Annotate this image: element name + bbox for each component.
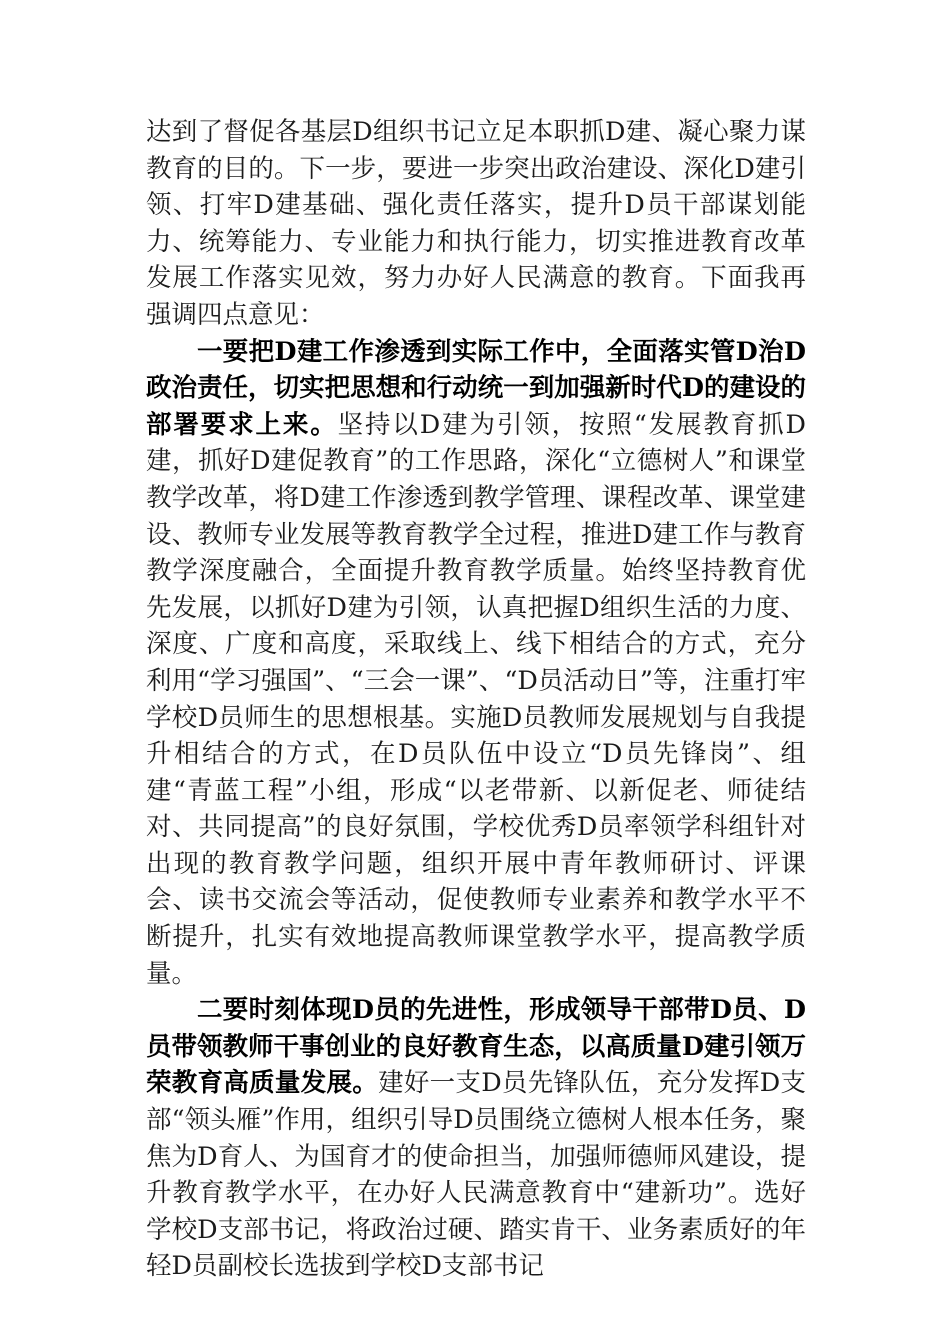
- document-page: [146, 114, 806, 1285]
- paragraph-1-body: 达到了督促各基层D组织书记立足本职抓D建、凝心聚力谋教育的目的。下一步，要进一步突出政治建设、深化D建引领、打牢D建基础、强化责任落实，提升D员干部谋划能力、统筹能力、专业能力和执行能力，切实推进教育改革发展工作落实见效，努力办好人民满意的教育。下面我再强调四点意见：: [146, 117, 806, 330]
- paragraph-1: [146, 114, 806, 334]
- paragraph-3: [146, 992, 806, 1285]
- paragraph-2-lead: 一要把D建工作渗透到实际工作中，全面落实管D治D政治责任，切实把思想和行动统一到加强新时代D的建设的部署要求上来。: [146, 336, 806, 440]
- paragraph-2: [146, 334, 806, 993]
- paragraph-2-body: 坚持以D建为引领，按照“发展教育抓D建，抓好D建促教育”的工作思路，深化“立德树人”和课堂教学改革，将D建工作渗透到教学管理、课程改革、课堂建设、教师专业发展等教育教学全过程，推进D建工作与教育教学深度融合，全面提升教育教学质量。始终坚持教育优先发展，以抓好D建为引领，认真把握D组织生活的力度、深度、广度和高度，采取线上、线下相结合的方式，充分利用“学习强国”、“三会一课”、“D员活动日”等，注重打牢学校D员师生的思想根基。实施D员教师发展规划与自我提升相结合的方式，在D员队伍中设立“D员先锋岗”、组建“青蓝工程”小组，形成“以老带新、以新促老、师徒结对、共同提高”的良好氛围，学校优秀D员率领学科组针对出现的教育教学问题，组织开展中青年教师研讨、评课会、读书交流会等活动，促使教师专业素养和教学水平不断提升，扎实有效地提高教师课堂教学水平，提高教学质量。: [146, 409, 806, 989]
- paragraph-3-body: 建好一支D员先锋队伍，充分发挥D支部“领头雁”作用，组织引导D员围绕立德树人根本任务，聚焦为D育人、为国育才的使命担当，加强师德师风建设，提升教育教学水平，在办好人民满意教育中“建新功”。选好学校D支部书记，将政治过硬、踏实肯干、业务素质好的年轻D员副校长选拔到学校D支部书记: [146, 1068, 806, 1282]
- paragraph-3-lead: 二要时刻体现D员的先进性，形成领导干部带D员、D员带领教师干事创业的良好教育生态，以高质量D建引领万荣教育高质量发展。: [146, 995, 806, 1099]
